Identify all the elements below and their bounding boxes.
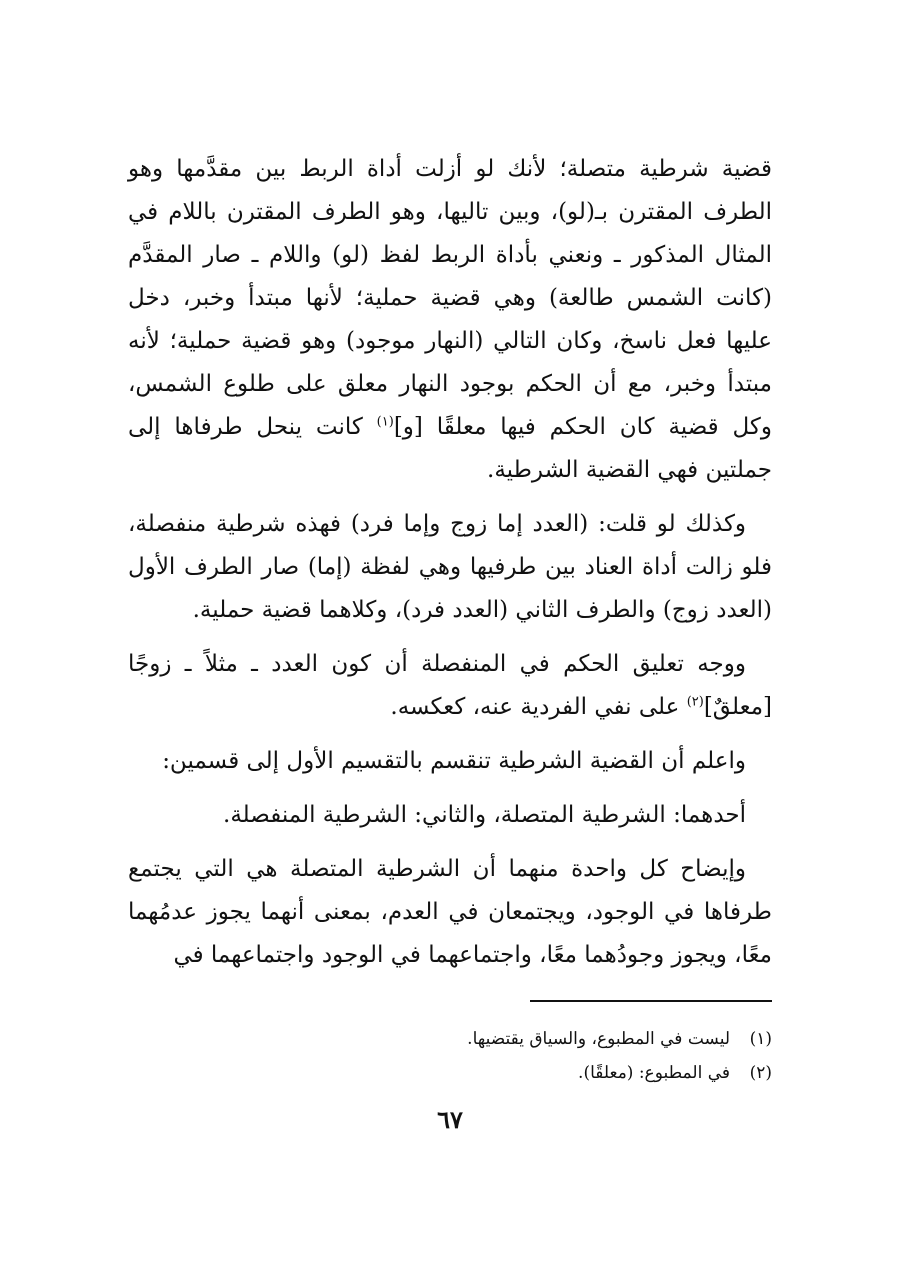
footnote-ref-2: (٢) — [686, 694, 704, 710]
paragraph-1: قضية شرطية متصلة؛ لأنك لو أزلت أداة الربط بين مقدَّمها وهو الطرف المقترن بـ(لو)، وبين تاليها، وهو الطرف المقترن باللام في المثال المذكور ـ ونعني بأداة الربط لفظ (لو) واللام ـ صار المقدَّم (كانت الشمس طالعة) وهي قضية حملية؛ لأنها مبتدأ وخبر، دخل عليها فعل ناسخ، وكان التالي (النهار موجود) وهو قضية حملية؛ لأنه مبتدأ وخبر، مع أن الحكم بوجود النهار معلق على طلوع الشمس، وكل قضية كان الحكم فيها معلقًا [و]$^{(١)}$ كانت ينحل طرفاها إلى جملتين فهي القضية الشرطية. — [128, 156, 772, 483]
footnote-ref-1: (١) — [376, 414, 394, 430]
footnote-text: في المطبوع: (معلقًا). — [578, 1063, 730, 1083]
footnote-text: ليست في المطبوع، والسياق يقتضيها. — [467, 1029, 730, 1049]
paragraph-5: أحدهما: الشرطية المتصلة، والثاني: الشرطية المنفصلة. — [223, 802, 746, 828]
footnote-1 — [128, 1022, 772, 1056]
page-number: ٦٧ — [437, 1105, 463, 1134]
paragraph-2: وكذلك لو قلت: (العدد إما زوج وإما فرد) فهذه شرطية منفصلة، فلو زالت أداة العناد بين طرفيها وهي لفظة (إما) صار الطرف الأول (العدد زوج) والطرف الثاني (العدد فرد)، وكلاهما قضية حملية. — [128, 511, 772, 623]
paragraph-3: ووجه تعليق الحكم في المنفصلة أن كون العدد ـ مثلاً ـ زوجًا [معلقٌ]$^{(٢)}$ على نفي الفردية عنه، كعكسه. — [128, 651, 772, 720]
footnote-number: (٢) — [749, 1063, 772, 1083]
footnote-number: (١) — [749, 1029, 772, 1049]
book-page — [128, 148, 772, 1271]
footnotes — [128, 1022, 772, 1090]
footnote-2 — [128, 1056, 772, 1090]
footnote-divider — [530, 1000, 772, 1002]
main-text — [128, 148, 772, 977]
paragraph-4: واعلم أن القضية الشرطية تنقسم بالتقسيم الأول إلى قسمين: — [162, 748, 746, 774]
paragraph-6: وإيضاح كل واحدة منهما أن الشرطية المتصلة هي التي يجتمع طرفاها في الوجود، ويجتمعان في العدم، بمعنى أنهما يجوز عدمُهما معًا، ويجوز وجودُهما معًا، واجتماعهما في الوجود واجتماعهما في — [128, 856, 772, 968]
